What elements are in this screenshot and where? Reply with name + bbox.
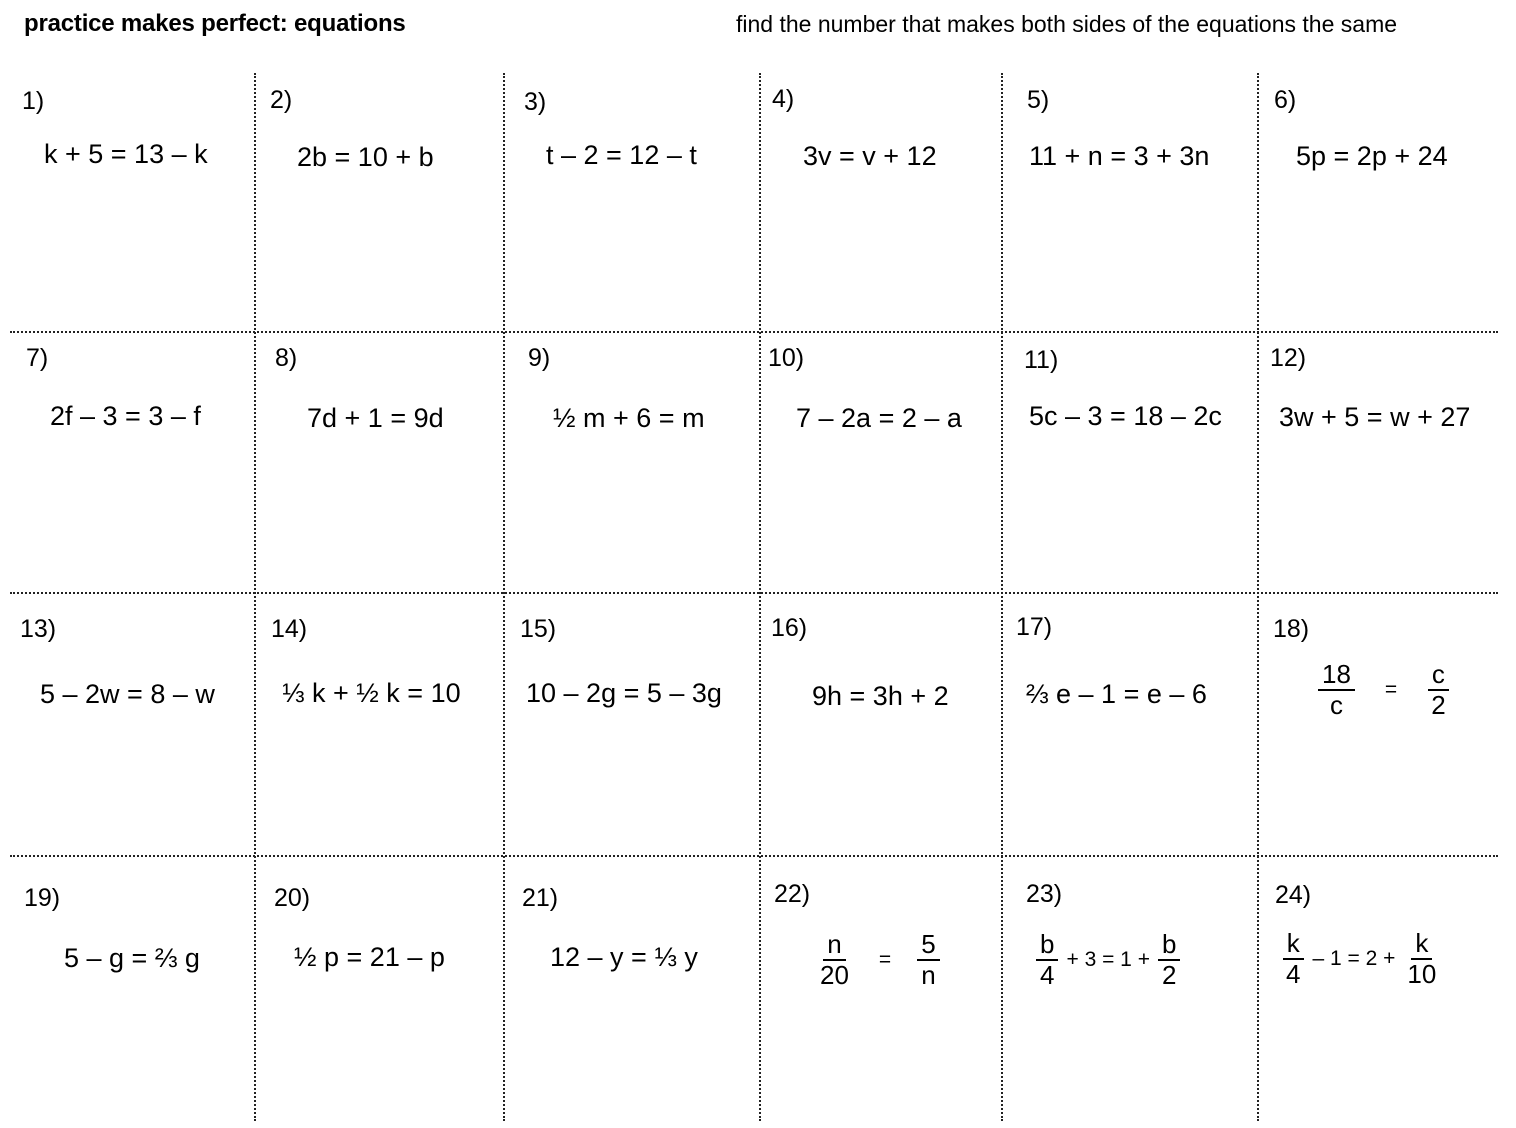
column-divider (1001, 73, 1003, 1121)
problem-equation: 2f – 3 = 3 – f (50, 401, 201, 431)
problem-equation: t – 2 = 12 – t (546, 140, 697, 170)
problem-equation: 3v = v + 12 (803, 141, 937, 171)
problem-equation: 5p = 2p + 24 (1296, 141, 1448, 171)
worksheet-title: practice makes perfect: equations (24, 10, 406, 37)
fraction-equation (1318, 660, 1450, 719)
fraction-denominator: n (921, 959, 936, 990)
problem-number: 7) (26, 344, 49, 372)
column-divider (759, 73, 761, 1121)
problem-number: 18) (1273, 615, 1310, 643)
problem-number: 16) (771, 614, 808, 642)
fraction-numerator: n (823, 930, 845, 961)
problem-equation: ½ p = 21 – p (294, 942, 445, 972)
fraction (1282, 929, 1304, 988)
problem-number: 12) (1270, 344, 1307, 372)
fraction (1318, 660, 1355, 719)
problem-number: 19) (24, 884, 61, 912)
column-divider (254, 73, 256, 1121)
fraction-denominator: 2 (1161, 959, 1177, 990)
problem-equation: 7 – 2a = 2 – a (796, 403, 962, 433)
problem-number: 5) (1027, 86, 1050, 114)
problem-equation: 9h = 3h + 2 (812, 681, 949, 711)
fraction-denominator: c (1329, 689, 1343, 720)
fraction (816, 930, 853, 989)
fraction (917, 930, 939, 989)
problem-number: 6) (1274, 86, 1297, 114)
fraction (1403, 929, 1440, 988)
fraction-numerator: b (1036, 930, 1058, 961)
problem-equation: ⅔ e – 1 = e – 6 (1026, 679, 1207, 709)
problem-number: 11) (1024, 346, 1059, 374)
fraction-denominator: 4 (1040, 959, 1055, 990)
problem-equation: 5c – 3 = 18 – 2c (1029, 401, 1222, 431)
row-divider (10, 855, 1498, 857)
problem-equation: 5 – g = ⅔ g (64, 943, 200, 973)
fraction-equation (1036, 930, 1180, 989)
fraction (1427, 660, 1449, 719)
row-divider (10, 592, 1498, 594)
fraction-numerator: c (1428, 660, 1449, 691)
fraction-numerator: 18 (1318, 660, 1355, 691)
operator-text: + 3 = 1 + (1066, 947, 1150, 971)
problem-number: 23) (1026, 880, 1063, 908)
problem-number: 14) (271, 615, 308, 643)
problem-number: 9) (528, 344, 551, 372)
problem-number: 24) (1275, 881, 1312, 909)
fraction-denominator: 4 (1286, 958, 1301, 989)
problem-equation: 5 – 2w = 8 – w (40, 679, 215, 709)
problem-equation: 12 – y = ⅓ y (550, 942, 698, 972)
problem-number: 20) (274, 884, 311, 912)
problem-equation: 3w + 5 = w + 27 (1279, 402, 1471, 432)
worksheet-instructions: find the number that makes both sides of the equations the same (736, 11, 1398, 37)
fraction-denominator: 20 (820, 959, 849, 990)
fraction-equation (1282, 929, 1440, 988)
fraction-numerator: k (1283, 929, 1304, 960)
problem-number: 10) (768, 344, 805, 372)
problem-number: 15) (520, 615, 557, 643)
fraction (1158, 930, 1180, 989)
column-divider (1257, 73, 1259, 1121)
problem-equation: 10 – 2g = 5 – 3g (526, 678, 722, 708)
fraction-equation (816, 930, 940, 989)
problem-number: 1) (22, 87, 45, 115)
problem-number: 17) (1016, 613, 1053, 641)
equals-sign: = (1384, 677, 1398, 701)
problem-equation: k + 5 = 13 – k (44, 139, 208, 169)
problem-number: 2) (270, 86, 293, 114)
problem-number: 13) (20, 615, 57, 643)
problem-number: 4) (772, 85, 795, 113)
problem-number: 3) (524, 88, 547, 116)
operator-text: – 1 = 2 + (1312, 946, 1396, 970)
problem-equation: ⅓ k + ½ k = 10 (282, 678, 461, 708)
problem-equation: 7d + 1 = 9d (307, 403, 444, 433)
problem-grid (10, 73, 1498, 1121)
fraction-numerator: k (1411, 929, 1432, 960)
fraction-numerator: b (1158, 930, 1180, 961)
fraction-denominator: 2 (1431, 689, 1446, 720)
row-divider (10, 331, 1498, 333)
fraction-denominator: 10 (1407, 958, 1437, 989)
column-divider (503, 73, 505, 1121)
fraction (1036, 930, 1058, 989)
equals-sign: = (878, 947, 892, 971)
problem-equation: ½ m + 6 = m (553, 403, 705, 433)
problem-number: 22) (774, 880, 811, 908)
problem-equation: 11 + n = 3 + 3n (1029, 141, 1210, 171)
problem-number: 21) (522, 884, 559, 912)
problem-number: 8) (275, 344, 298, 372)
problem-equation: 2b = 10 + b (297, 142, 434, 172)
fraction-numerator: 5 (917, 930, 939, 961)
